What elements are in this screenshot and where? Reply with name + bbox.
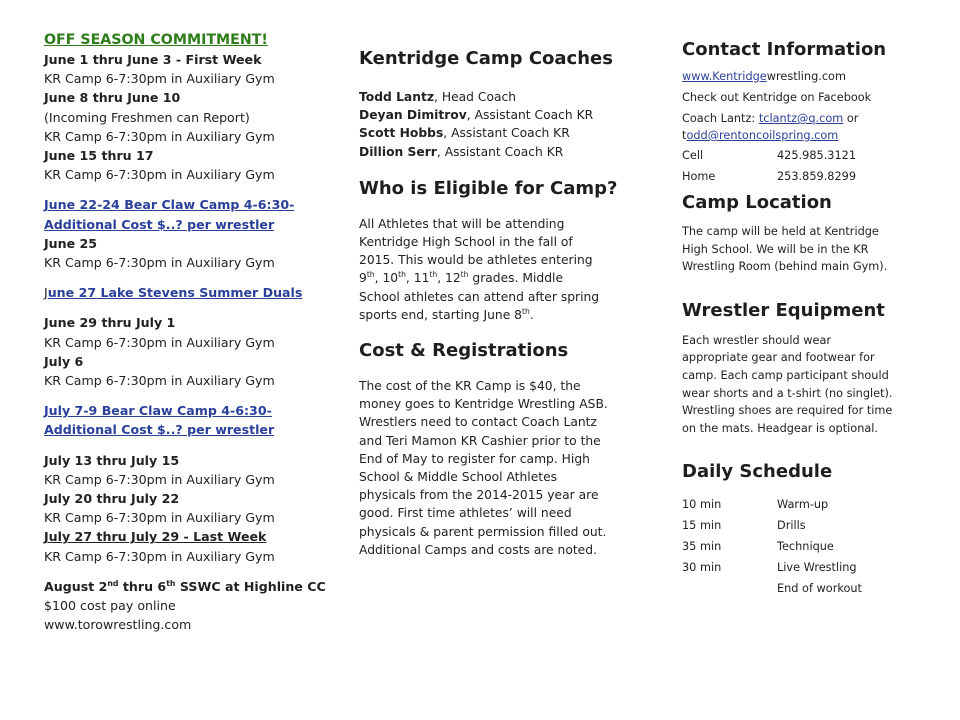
email-link-rentoncoilspring[interactable]: odd@rentoncoilspring.com — [686, 129, 839, 142]
equipment-line: Each wrestler should wear — [682, 333, 832, 347]
location-line: The camp will be held at Kentridge — [682, 225, 879, 238]
schedule-detail: KR Camp 6-7:30pm in Auxiliary Gym — [44, 167, 275, 183]
location-line: Wrestling Room (behind main Gym). — [682, 260, 888, 274]
cell-phone-row — [682, 146, 942, 167]
sswc-text-part: August 2 — [44, 578, 108, 594]
start-text: sports end, starting June 8 — [359, 307, 522, 322]
coach-role: , Head Coach — [434, 90, 517, 104]
schedule-date: July 20 thru July 22 — [44, 491, 180, 507]
ordinal-suffix: th — [366, 270, 375, 280]
schedule-note: (Incoming Freshmen can Report) — [44, 109, 250, 125]
schedule-row — [682, 515, 942, 536]
grade-text: 9 — [359, 271, 367, 286]
email-prefix: t — [682, 129, 687, 142]
coaches-heading: Kentridge Camp Coaches — [359, 48, 613, 69]
schedule-activity: End of workout — [777, 582, 862, 596]
cost-line: End of May to register for camp. High — [359, 451, 590, 466]
equipment-line: wear shorts and a t-shirt (no singlet). — [682, 386, 893, 400]
cost-text — [359, 377, 634, 559]
ordinal-suffix: th — [166, 578, 176, 588]
ordinal-suffix: th — [522, 306, 530, 316]
start-text: . — [529, 307, 534, 322]
coach-entry — [359, 143, 634, 161]
cost-line: and Teri Mamon KR Cashier prior to the — [359, 433, 601, 448]
eligibility-line: All Athletes that will be attending — [359, 216, 565, 231]
cost-line: School & Middle School Athletes — [359, 470, 558, 485]
schedule-detail: KR Camp 6-7:30pm in Auxiliary Gym — [44, 128, 275, 144]
schedule-detail: KR Camp 6-7:30pm in Auxiliary Gym — [44, 471, 275, 487]
ordinal-suffix: th — [460, 270, 469, 280]
schedule-row — [682, 578, 942, 599]
off-season-column — [44, 30, 344, 634]
sswc-text-part: SSWC at Highline CC — [175, 578, 326, 594]
grade-text: , 10 — [374, 271, 399, 286]
coach-entry — [359, 106, 634, 124]
toro-website: www.torowrestling.com — [44, 617, 192, 633]
website-rest: wrestling.com — [766, 70, 846, 83]
grade-text: grades. Middle — [468, 271, 564, 286]
coach-name: Scott Hobbs — [359, 126, 444, 141]
schedule-detail: KR Camp 6-7:30pm in Auxiliary Gym — [44, 255, 275, 271]
sswc-cost: $100 cost pay online — [44, 598, 176, 614]
equipment-line: appropriate gear and footwear for — [682, 351, 875, 365]
cost-line: physicals from the 2014-2015 year are — [359, 488, 599, 503]
location-heading: Camp Location — [682, 192, 832, 213]
equipment-line: camp. Each camp participant should — [682, 368, 889, 382]
schedule-row — [682, 557, 942, 578]
coach-role: , Assistant Coach KR — [436, 144, 564, 159]
schedule-activity: Live Wrestling — [777, 561, 857, 575]
schedule-detail: KR Camp 6-7:30pm in Auxiliary Gym — [44, 71, 275, 87]
bear-claw-camp-july-link[interactable]: July 7-9 Bear Claw Camp 4-6:30- — [44, 403, 272, 419]
contact-heading: Contact Information — [682, 39, 887, 60]
schedule-detail: KR Camp 6-7:30pm in Auxiliary Gym — [44, 548, 275, 564]
schedule-activity: Technique — [777, 540, 834, 554]
cost-line: Additional Camps and costs are noted. — [359, 542, 597, 557]
cost-line: good. First time athletes’ will need — [359, 506, 572, 521]
ordinal-suffix: th — [429, 270, 438, 280]
cost-line: The cost of the KR Camp is $40, the — [359, 379, 581, 394]
grade-text: , 11 — [405, 271, 430, 286]
eligibility-heading: Who is Eligible for Camp? — [359, 177, 618, 199]
schedule-date: June 8 thru June 10 — [44, 90, 181, 106]
website-line — [682, 67, 942, 88]
schedule-detail: KR Camp 6-7:30pm in Auxiliary Gym — [44, 334, 275, 350]
lake-stevens-duals-line — [44, 283, 344, 302]
coaches-list — [359, 88, 634, 161]
schedule-detail: KR Camp 6-7:30pm in Auxiliary Gym — [44, 373, 275, 389]
last-week-date: July 27 thru July 29 - Last Week — [44, 529, 267, 545]
cost-heading: Cost & Registrations — [359, 340, 569, 362]
website-link[interactable]: www.Kentridge — [682, 70, 767, 83]
grade-text: , 12 — [437, 271, 461, 286]
cell-label: Cell — [682, 149, 704, 162]
schedule-duration — [682, 578, 777, 599]
camp-info-column — [359, 47, 634, 559]
eligibility-start-line — [359, 306, 634, 324]
schedule-duration: 15 min — [682, 519, 722, 533]
sswc-text-part: thru 6 — [118, 578, 167, 594]
contact-column — [682, 38, 942, 599]
off-season-title: OFF SEASON COMMITMENT! — [44, 32, 268, 48]
contact-details — [682, 67, 942, 187]
email-link-tclantz[interactable]: tclantz@q.com — [758, 112, 844, 125]
lake-stevens-initial: J — [44, 285, 48, 301]
ordinal-suffix: th — [398, 270, 406, 280]
coach-entry — [359, 88, 634, 106]
equipment-line: Wrestling shoes are required for time — [682, 404, 893, 418]
schedule-date: June 15 thru 17 — [44, 148, 154, 164]
eligibility-grades-line — [359, 269, 634, 287]
schedule-activity: Warm-up — [777, 498, 829, 512]
schedule-date: June 25 — [44, 235, 98, 251]
eligibility-line: 2015. This would be athletes entering — [359, 253, 593, 268]
schedule-date: June 1 thru June 3 - First Week — [44, 52, 262, 67]
schedule-row — [682, 494, 942, 515]
home-phone-row — [682, 167, 942, 188]
equipment-heading: Wrestler Equipment — [682, 299, 885, 321]
coach-email-line — [682, 110, 942, 127]
schedule-duration: 30 min — [682, 561, 722, 575]
location-line: High School. We will be in the KR — [682, 242, 869, 256]
bear-claw-camp-july-cost-link[interactable]: Additional Cost $..? per wrestler — [44, 422, 275, 438]
coach-role: , Assistant Coach KR — [466, 108, 594, 123]
schedule-row — [682, 536, 942, 557]
coach-email-line-2 — [682, 127, 942, 144]
facebook-line: Check out Kentridge on Facebook — [682, 90, 872, 104]
coach-role: , Assistant Coach KR — [443, 126, 570, 141]
eligibility-line: School athletes can attend after spring — [359, 289, 600, 304]
or-text: or — [843, 112, 859, 125]
schedule-date: June 29 thru July 1 — [44, 315, 176, 331]
coach-name: Dillion Serr — [359, 144, 437, 159]
cost-line: Wrestlers need to contact Coach Lantz — [359, 415, 597, 430]
ordinal-suffix: nd — [107, 578, 119, 588]
eligibility-text — [359, 215, 634, 324]
daily-schedule-list — [682, 494, 942, 599]
equipment-text — [682, 332, 942, 438]
coach-name: Deyan Dimitrov — [359, 108, 467, 123]
schedule-date: July 13 thru July 15 — [44, 452, 180, 468]
home-label: Home — [682, 169, 716, 183]
cell-number: 425.985.3121 — [777, 149, 857, 162]
schedule-duration: 10 min — [682, 498, 722, 512]
schedule-date: July 6 — [44, 353, 84, 369]
eligibility-line: Kentridge High School in the fall of — [359, 235, 573, 250]
cost-line: money goes to Kentridge Wrestling ASB. — [359, 397, 608, 412]
schedule-duration: 35 min — [682, 540, 722, 554]
lake-stevens-duals-link[interactable]: une 27 Lake Stevens Summer Duals — [47, 285, 303, 301]
schedule-activity: Drills — [777, 519, 806, 533]
bear-claw-camp-june-link[interactable]: June 22-24 Bear Claw Camp 4-6:30- — [44, 197, 295, 213]
home-number: 253.859.8299 — [777, 169, 857, 183]
bear-claw-camp-june-cost-link[interactable]: Additional Cost $..? per wrestler — [44, 216, 275, 232]
cost-line: physicals & parent permission filled out. — [359, 524, 607, 539]
equipment-line: on the mats. Headgear is optional. — [682, 421, 879, 435]
coach-email-label: Coach Lantz: — [682, 112, 759, 125]
schedule-detail: KR Camp 6-7:30pm in Auxiliary Gym — [44, 510, 275, 526]
coach-entry — [359, 124, 634, 142]
daily-schedule-heading: Daily Schedule — [682, 461, 833, 483]
coach-name: Todd Lantz — [359, 90, 435, 104]
location-text — [682, 223, 942, 276]
sswc-date — [44, 577, 344, 596]
